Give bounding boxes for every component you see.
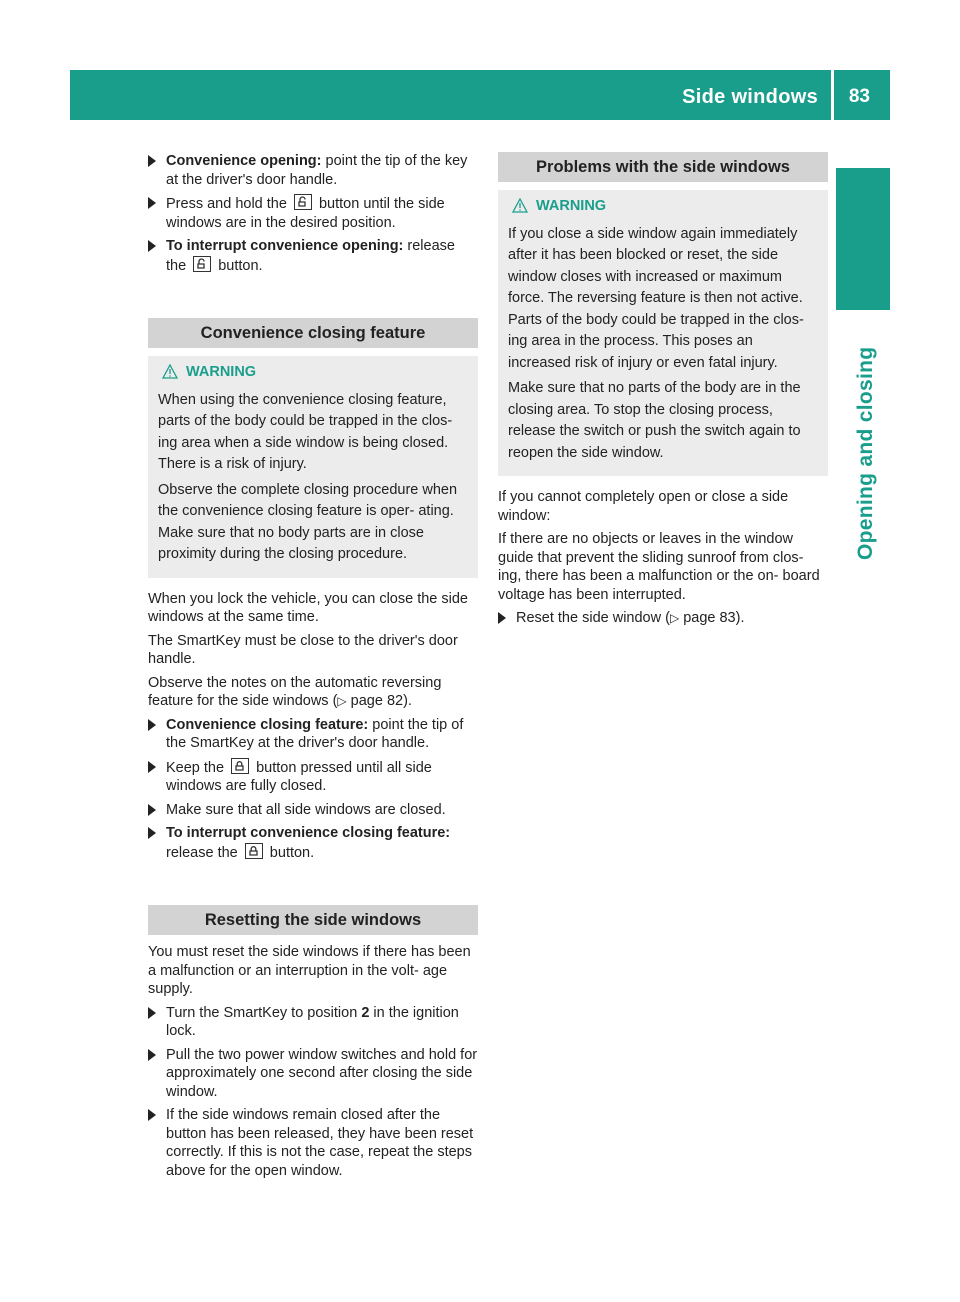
warning-header	[508, 196, 818, 221]
unlock-icon	[294, 194, 312, 210]
step-arrow-icon	[148, 719, 156, 731]
step-text: button until the side windows are in the desired position.	[166, 196, 445, 231]
warning-text: Make sure that no parts of the body are in the closing area. To stop the closing process, release the switch or push the switch again to reopen the side window.	[508, 380, 801, 461]
chapter-label-text: Opening and closing	[854, 346, 877, 560]
step-text: in the ignition lock.	[166, 1004, 459, 1039]
warning-text: Observe the complete closing procedure when the convenience closing feature is oper- ating. Make sure that no body parts are in close proximity during the closing procedure.	[158, 481, 458, 562]
instruction-step	[498, 609, 828, 628]
section-heading: Convenience closing feature	[148, 318, 478, 348]
step-bold: To interrupt convenience opening:	[166, 238, 404, 254]
instruction-step	[148, 1004, 478, 1041]
page-ref-link[interactable]: page 82).	[346, 693, 412, 709]
body-paragraph: If you cannot completely open or close a side window:	[498, 489, 789, 524]
instruction-step	[148, 1106, 478, 1180]
warning-title: WARNING	[186, 364, 257, 380]
step-arrow-icon	[148, 804, 156, 816]
instruction-step	[148, 824, 478, 862]
step-text: button.	[265, 844, 315, 861]
step-bold: 2	[361, 1004, 370, 1021]
step-bold: Convenience closing feature:	[166, 716, 369, 733]
step-arrow-icon	[148, 197, 156, 209]
warning-title: WARNING	[536, 198, 607, 214]
body-paragraph: You must reset the side windows if there has been a malfunction or an interruption in the volt- age supply.	[148, 944, 471, 997]
section-heading: Problems with the side windows	[498, 152, 828, 182]
warning-text: When using the convenience closing feature, parts of the body could be trapped in the clos- ing area when a side window is being closed. There is a risk of injury.	[158, 391, 453, 472]
instruction-step	[148, 801, 478, 820]
warning-triangle-icon	[162, 364, 180, 387]
section-title: Side windows	[682, 86, 818, 108]
page-ref-arrow-icon: ▷	[669, 611, 680, 625]
lock-icon	[231, 758, 249, 774]
step-arrow-icon	[148, 827, 156, 839]
header-divider	[831, 70, 834, 120]
step-text: Make sure that all side windows are closed.	[166, 801, 446, 818]
step-text: Press and hold the	[166, 196, 291, 212]
warning-header	[158, 362, 468, 387]
instruction-step	[148, 758, 478, 796]
step-text: Keep the	[166, 759, 229, 776]
step-text: release the	[166, 238, 455, 274]
page-number: 83	[848, 86, 870, 107]
warning-box	[148, 356, 478, 578]
page-ref-link[interactable]: page 83).	[679, 610, 745, 626]
unlock-icon	[193, 256, 211, 272]
step-text: point the tip of the key at the driver's door handle.	[166, 153, 468, 188]
step-bold: To interrupt convenience closing feature:	[166, 825, 451, 841]
step-arrow-icon	[498, 612, 506, 624]
step-text: Turn the SmartKey to position	[166, 1004, 362, 1021]
right-column	[498, 152, 828, 633]
body-paragraph: If there are no objects or leaves in the window guide that prevent the sliding sunroof from clos- ing, there has been a malfunction or the on- board voltage has been interrupted.	[498, 531, 820, 603]
warning-text: If you close a side window again immediately after it has been blocked or reset, the side window closes with increased or maximum force. The reversing feature is then not active. Parts of the body could be trapped in the clos- ing area in the process. This poses an increased risk of injury or even fatal injury.	[508, 225, 804, 371]
step-arrow-icon	[148, 1007, 156, 1019]
step-text: button pressed until all side windows are fully closed.	[166, 759, 432, 794]
body-paragraph: The SmartKey must be close to the driver's door handle.	[148, 632, 458, 667]
step-text: point the tip of the SmartKey at the driver's door handle.	[166, 716, 464, 751]
paragraph-text: Observe the notes on the automatic reversing feature for the side windows (	[148, 674, 442, 709]
section-heading: Resetting the side windows	[148, 905, 478, 935]
chapter-tab	[836, 168, 890, 310]
step-arrow-icon	[148, 155, 156, 167]
step-arrow-icon	[148, 1109, 156, 1121]
step-arrow-icon	[148, 1049, 156, 1061]
instruction-step	[148, 194, 478, 232]
step-bold: Convenience opening:	[166, 153, 322, 169]
step-text: Pull the two power window switches and hold for approximately one second after closing the side window.	[166, 1046, 478, 1100]
step-text: release the	[166, 844, 242, 861]
step-text: If the side windows remain closed after the button has been released, they have been reset correctly. If this is not the case, repeat the steps above for the open window.	[166, 1107, 474, 1179]
instruction-step	[148, 716, 478, 753]
lock-icon	[245, 843, 263, 859]
page-ref-arrow-icon: ▷	[337, 694, 347, 708]
page-header-bar	[70, 70, 890, 120]
body-paragraph	[148, 674, 478, 711]
warning-triangle-icon	[512, 198, 530, 221]
instruction-step	[148, 1046, 478, 1102]
body-paragraph: When you lock the vehicle, you can close the side windows at the same time.	[148, 590, 468, 625]
chapter-label	[852, 320, 882, 560]
instruction-step	[148, 237, 478, 275]
left-column	[148, 152, 478, 1185]
step-arrow-icon	[148, 240, 156, 252]
step-text: button.	[214, 257, 263, 274]
instruction-step	[148, 152, 478, 189]
step-text: Reset the side window (	[516, 610, 670, 626]
warning-box	[498, 190, 828, 476]
step-arrow-icon	[148, 761, 156, 773]
